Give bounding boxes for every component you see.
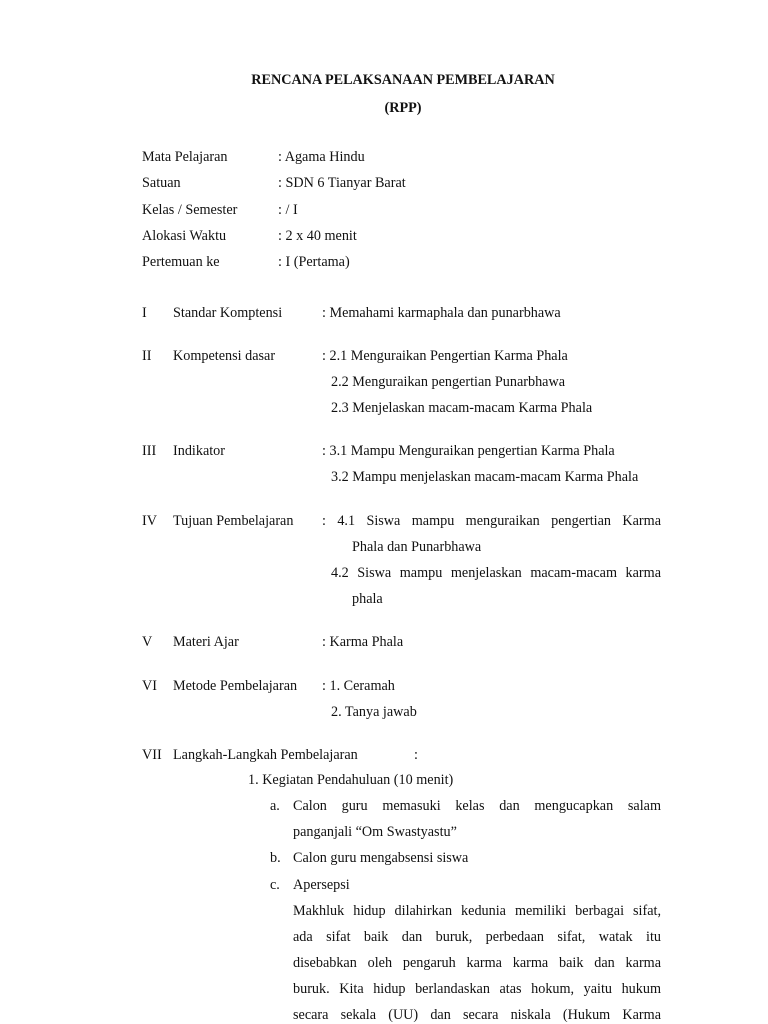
section-number: VI xyxy=(142,678,157,694)
document-subtitle: (RPP) xyxy=(384,100,422,116)
section-number: VII xyxy=(142,747,162,763)
identity-label: Kelas / Semester xyxy=(142,202,238,218)
identity-label: Pertemuan ke xyxy=(142,254,220,270)
section-text: : 3.1 Mampu Menguraikan pengertian Karma Phala xyxy=(322,443,615,459)
list-item-text: Calon guru mengabsensi siswa xyxy=(293,850,469,866)
list-marker: b. xyxy=(270,850,281,866)
identity-value: : 2 x 40 menit xyxy=(278,228,357,244)
identity-value: : I (Pertama) xyxy=(278,254,350,270)
section-number: IV xyxy=(142,513,157,529)
identity-label: Mata Pelajaran xyxy=(142,149,228,165)
section-text: : 2.1 Menguraikan Pengertian Karma Phala xyxy=(322,348,568,364)
section-text: Phala dan Punarbhawa xyxy=(352,539,482,555)
section-text: phala xyxy=(352,591,383,607)
section-text: : 1. Ceramah xyxy=(322,678,395,694)
section-text: 2.2 Menguraikan pengertian Punarbhawa xyxy=(331,374,566,390)
section-text: 2.3 Menjelaskan macam-macam Karma Phala xyxy=(331,400,593,416)
section-label: Standar Komptensi xyxy=(173,305,283,321)
section-text: : Memahami karmaphala dan punarbhawa xyxy=(322,305,561,321)
identity-label: Satuan xyxy=(142,175,181,191)
section-label: Indikator xyxy=(173,443,226,459)
section-number: II xyxy=(142,348,152,364)
section-text: : Karma Phala xyxy=(322,634,404,650)
section-label: Langkah-Langkah Pembelajaran xyxy=(173,747,358,763)
section-number: III xyxy=(142,443,157,459)
identity-label: Alokasi Waktu xyxy=(142,228,227,244)
identity-value: : Agama Hindu xyxy=(278,149,365,165)
section-colon: : xyxy=(414,747,418,763)
section-label: Materi Ajar xyxy=(173,634,239,650)
step-heading: 1. Kegiatan Pendahuluan (10 menit) xyxy=(248,772,454,788)
section-text: 3.2 Mampu menjelaskan macam-macam Karma Phala xyxy=(331,469,639,485)
paragraph-line: Makhluk hidup dilahirkan kedunia memiliki berbagai sifat, xyxy=(293,903,661,919)
list-item-text: Calon guru memasuki kelas dan mengucapkan salam xyxy=(293,798,661,814)
list-marker: c. xyxy=(270,877,280,893)
list-item-text: Apersepsi xyxy=(293,877,350,893)
paragraph-line: buruk. Kita hidup berlandaskan atas hokum, yaitu hukum xyxy=(293,981,661,997)
section-label: Metode Pembelajaran xyxy=(173,678,298,694)
paragraph-line: ada sifat baik dan buruk, perbedaan sifat, watak itu xyxy=(293,929,661,945)
document-title: RENCANA PELAKSANAAN PEMBELAJARAN xyxy=(251,72,555,88)
list-item-text: panganjali “Om Swastyastu” xyxy=(293,824,457,840)
section-label: Kompetensi dasar xyxy=(173,348,276,364)
list-marker: a. xyxy=(270,798,280,814)
paragraph-line: disebabkan oleh pengaruh karma karma baik dan karma xyxy=(293,955,661,971)
identity-value: : / I xyxy=(278,202,298,218)
section-text: 4.2 Siswa mampu menjelaskan macam-macam karma xyxy=(331,565,661,581)
paragraph-line: secara sekala (UU) dan secara niskala (Hukum Karma xyxy=(293,1007,661,1023)
identity-value: : SDN 6 Tianyar Barat xyxy=(278,175,406,191)
section-number: I xyxy=(142,305,147,321)
section-number: V xyxy=(142,634,153,650)
section-label: Tujuan Pembelajaran xyxy=(173,513,294,529)
section-text: : 4.1 Siswa mampu menguraikan pengertian Karma xyxy=(322,513,661,529)
section-text: 2. Tanya jawab xyxy=(331,704,417,720)
